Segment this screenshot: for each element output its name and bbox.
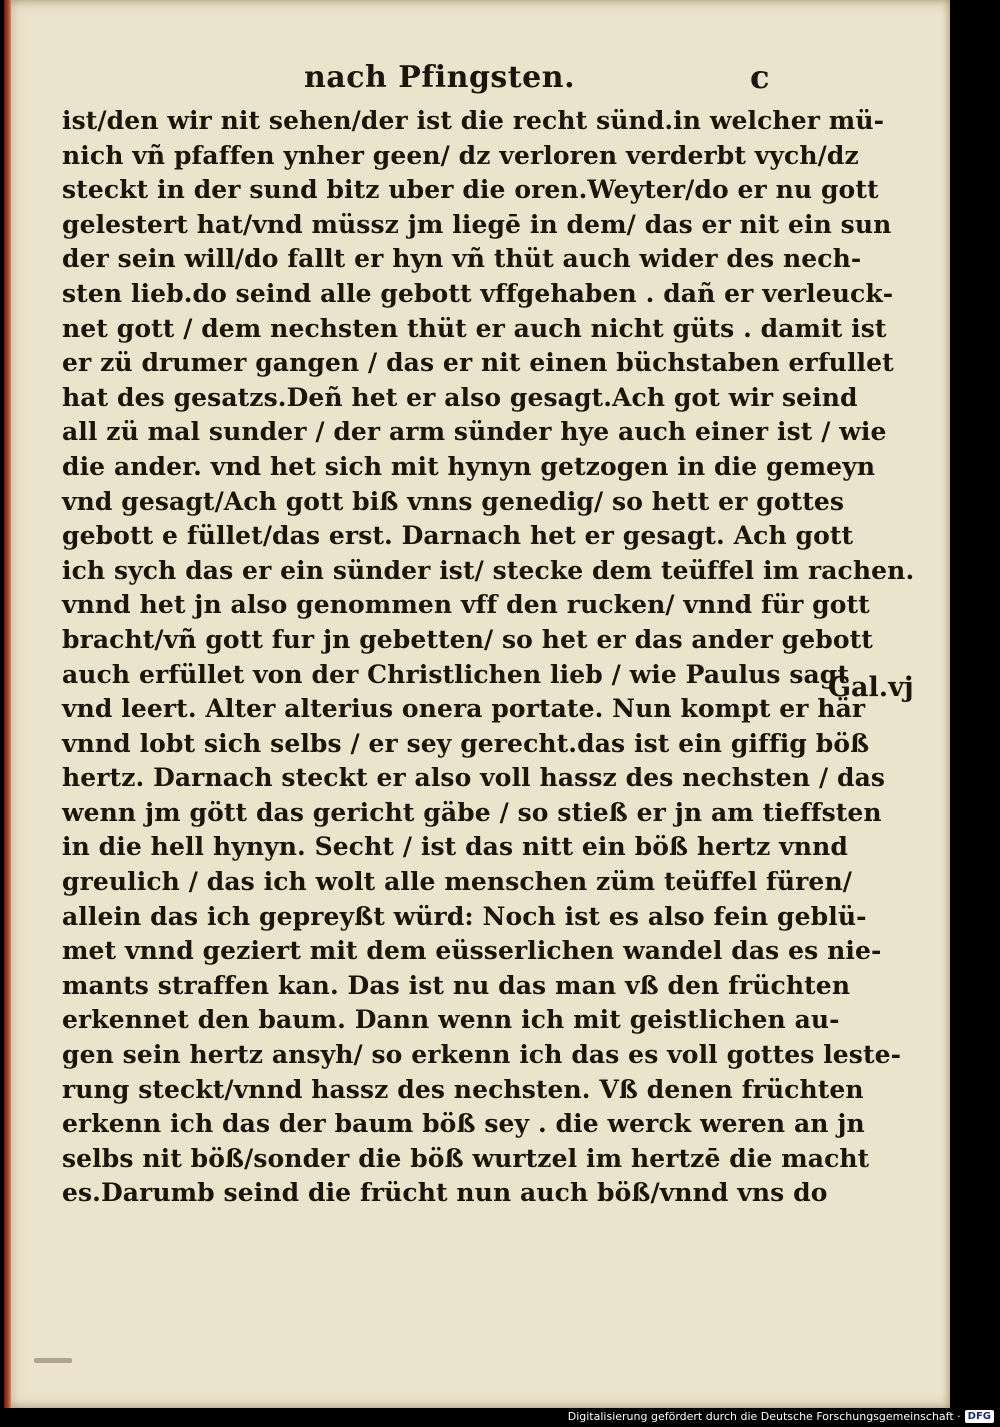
- page-header: [4, 50, 950, 100]
- text-line: steckt in der sund bitz uber die oren.Weyter/do er nu gott: [62, 175, 879, 205]
- text-line: auch erfüllet von der Christlichen lieb / wie Paulus sagt: [62, 659, 850, 689]
- text-line: rung steckt/vnnd hassz des nechsten. Vß denen früchten: [62, 1074, 864, 1104]
- text-line: er zü drumer gangen / das er nit einen büchstaben erfullet: [62, 348, 894, 378]
- signature-mark: c: [750, 58, 770, 96]
- text-line: es.Darumb seind die frücht nun auch böß/vnnd vns do: [62, 1178, 828, 1208]
- text-line: all zü mal sunder / der arm sünder hye auch einer ist / wie: [62, 417, 887, 447]
- margin-note: Gal.vj: [828, 672, 914, 703]
- text-line: die ander. vnd het sich mit hynyn getzogen in die gemeyn: [62, 451, 876, 481]
- text-line: hat des gesatzs.Deñ het er also gesagt.Ach got wir seind: [62, 382, 858, 412]
- text-line: erkennet den baum. Dann wenn ich mit geistlichen au‑: [62, 1005, 840, 1035]
- text-line: vnd gesagt/Ach gott biß vnns genedig/ so hett er gottes: [62, 486, 845, 516]
- text-line: gelestert hat/vnd müssz jm liegē in dem/ das er nit ein sun: [62, 209, 892, 239]
- ink-smudge: [34, 1358, 72, 1363]
- text-line: sten lieb.do seind alle gebott vffgehaben . dañ er verleuck‑: [62, 278, 894, 308]
- page-edge: [4, 0, 11, 1408]
- text-line: bracht/vñ gott fur jn gebetten/ so het er das ander gebott: [62, 624, 873, 654]
- text-line: gen sein hertz ansyh/ so erkenn ich das es voll gottes leste‑: [62, 1040, 902, 1070]
- text-line: gebott e füllet/das erst. Darnach het er gesagt. Ach gott: [62, 521, 854, 551]
- book-page: [4, 0, 950, 1408]
- text-line: met vnnd geziert mit dem eüsserlichen wandel das es nie‑: [62, 936, 882, 966]
- text-line: net gott / dem nechsten thüt er auch nicht güts . damit ist: [62, 313, 887, 343]
- running-title: nach Pfingsten.: [304, 60, 576, 95]
- text-line: vnnd lobt sich selbs / er sey gerecht.das ist ein giffig böß: [62, 728, 870, 758]
- text-line: ich sych das er ein sünder ist/ stecke dem teüffel im rachen.: [62, 555, 915, 585]
- footer-credit: Digitalisierung gefördert durch die Deutsche Forschungsgemeinschaft ·: [567, 1409, 961, 1423]
- text-line: wenn jm gött das gericht gäbe / so stieß er jn am tieffsten: [62, 797, 882, 827]
- text-line: in die hell hynyn. Secht / ist das nitt ein böß hertz vnnd: [62, 832, 848, 862]
- text-line: ist/den wir nit sehen/der ist die recht sünd.in welcher mü‑: [62, 106, 885, 135]
- text-line: erkenn ich das der baum böß sey . die werck weren an jn: [62, 1109, 865, 1139]
- text-line: der sein will/do fallt er hyn vñ thüt auch wider des nech‑: [62, 244, 862, 274]
- digitization-footer: [568, 1407, 994, 1425]
- text-line: greulich / das ich wolt alle menschen züm teüffel füren/: [62, 867, 852, 897]
- text-line: allein das ich gepreyßt würd: Noch ist es also fein geblü‑: [62, 901, 867, 931]
- dfg-logo-icon: DFG: [965, 1410, 994, 1423]
- text-line: nich vñ pfaffen ynher geen/ dz verloren verderbt vych/dz: [62, 140, 859, 170]
- text-line: vnnd het jn also genommen vff den rucken/ vnnd für gott: [62, 590, 870, 620]
- text-line: selbs nit böß/sonder die böß wurtzel im hertzē die macht: [62, 1143, 870, 1173]
- text-line: hertz. Darnach steckt er also voll hassz des nechsten / das: [62, 763, 886, 793]
- text-line: vnd leert. Alter alterius onera portate. Nun kompt er här: [62, 694, 866, 724]
- text-line: mants straffen kan. Das ist nu das man vß den früchten: [62, 970, 851, 1000]
